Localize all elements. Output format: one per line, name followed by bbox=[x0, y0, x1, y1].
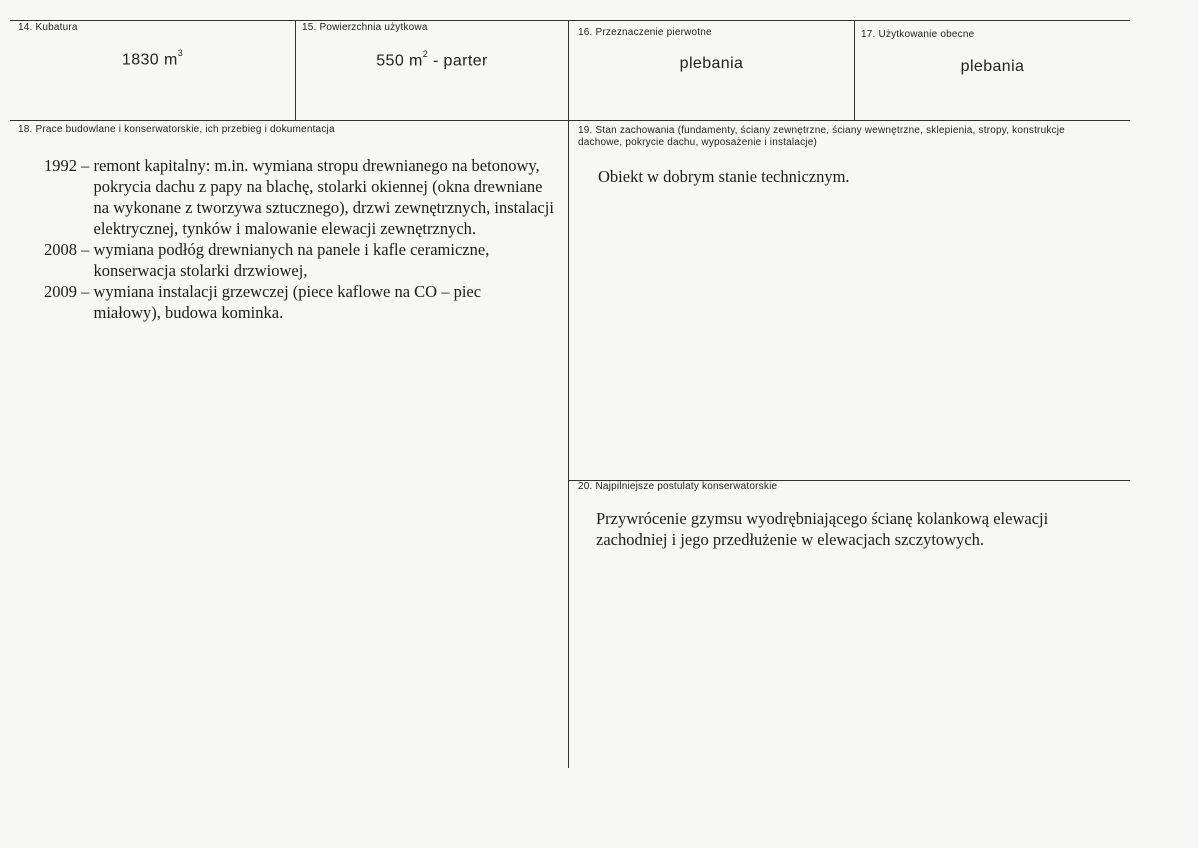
field-15-suffix: - parter bbox=[428, 52, 488, 70]
work-entry-year: 2009 – bbox=[44, 282, 94, 301]
field-16-value: plebania bbox=[679, 55, 744, 72]
field-18-label: 18. Prace budowlane i konserwatorskie, ich przebieg i dokumentacja bbox=[18, 124, 335, 135]
field-20-label: 20. Najpilniejsze postulaty konserwatorskie bbox=[578, 481, 778, 492]
field-15-value bbox=[296, 51, 568, 70]
work-entry-text: remont kapitalny: m.in. wymiana stropu drewnianego na betonowy, pokrycia dachu z papy na blachę, stolarki okiennej (okna drewniane na wykonane z tworzywa sztucznego), drzwi zewnętrznych, instalacji elektrycznej, tynków i malowanie elewacji zewnętrznych. bbox=[93, 156, 554, 238]
field-18-content bbox=[44, 155, 562, 323]
field-14-label: 14. Kubatura bbox=[18, 22, 78, 33]
field-19-label: 19. Stan zachowania (fundamenty, ściany zewnętrzne, ściany wewnętrzne, sklepienia, stropy, konstrukcje dachowe, pokrycie dachu, wyposażenie i instalacje) bbox=[578, 125, 1065, 148]
field-15-unit-exponent: 2 bbox=[422, 49, 429, 59]
field-19-text: Obiekt w dobrym stanie technicznym. bbox=[598, 167, 850, 186]
work-entry bbox=[44, 239, 562, 281]
field-20-text: Przywrócenie gzymsu wyodrębniającego ścianę kolankową elewacji zachodniej i jego przedłużenie w elewacjach szczytowych. bbox=[596, 509, 1049, 549]
field-14-unit-exponent: 3 bbox=[177, 48, 184, 58]
col-divider-2 bbox=[568, 20, 569, 768]
work-entry-text: wymiana instalacji grzewczej (piece kaflowe na CO – piec miałowy), budowa kominka. bbox=[93, 282, 482, 322]
field-17-value: plebania bbox=[960, 58, 1025, 75]
top-rule bbox=[10, 20, 1130, 21]
work-entry-text: wymiana podłóg drewnianych na panele i kafle ceramiczne, konserwacja stolarki drzwiowej, bbox=[93, 240, 490, 280]
field-14-value bbox=[10, 50, 295, 69]
work-entry-year: 2008 – bbox=[44, 240, 94, 259]
field-15-label: 15. Powierzchnia użytkowa bbox=[302, 22, 428, 33]
work-entry bbox=[44, 155, 562, 239]
row1-bottom-rule bbox=[10, 120, 1130, 121]
field-17-label: 17. Użytkowanie obecne bbox=[861, 29, 975, 40]
work-entry-year: 1992 – bbox=[44, 156, 94, 175]
field-14-number: 1830 m bbox=[121, 51, 178, 69]
work-entry bbox=[44, 281, 562, 323]
field-16-label: 16. Przeznaczenie pierwotne bbox=[578, 27, 712, 38]
field-15-number: 550 m bbox=[376, 52, 423, 70]
